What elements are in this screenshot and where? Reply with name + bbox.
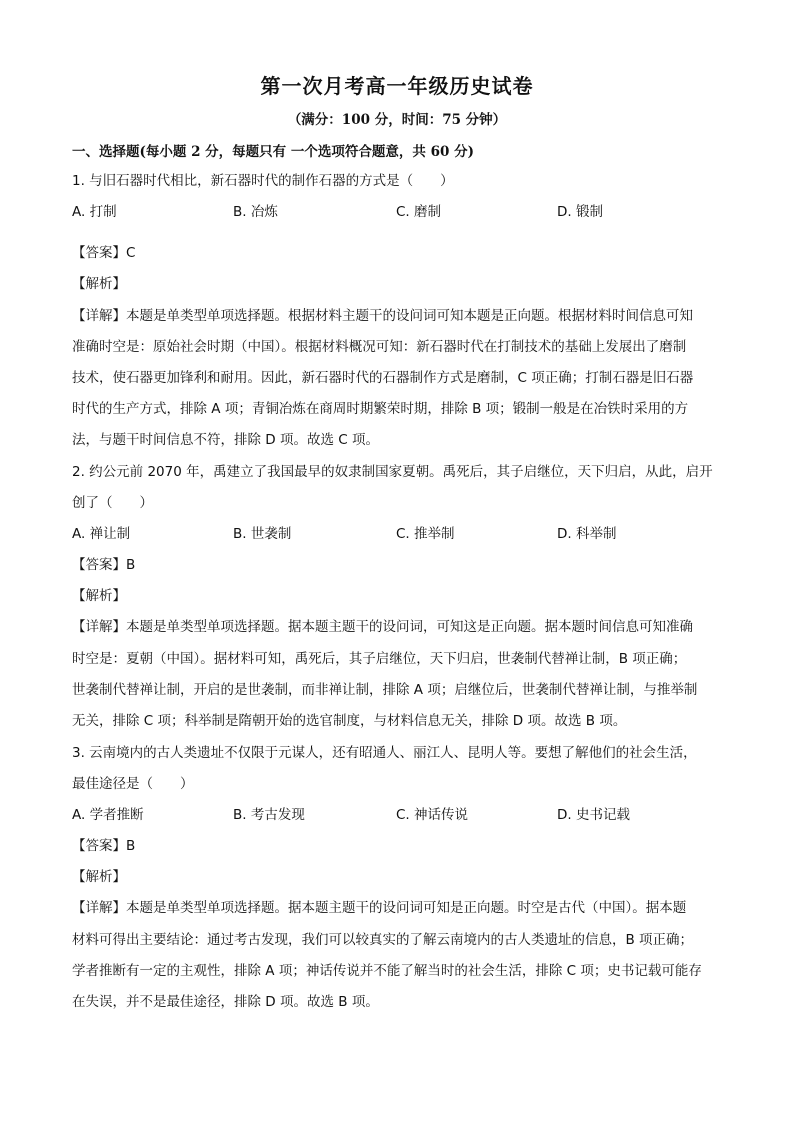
option-d: D. 锻制: [557, 204, 603, 220]
detail-line: 【详解】本题是单类型单项选择题。据本题主题干的设问词，可知这是正向题。据本题时间信息可知准确: [72, 619, 693, 635]
detail-line: 在失误，并不是最佳途径，排除 D 项。故选 B 项。: [72, 994, 379, 1010]
question-stem: 创了（ ）: [72, 495, 153, 511]
analysis-label: 【解析】: [72, 276, 126, 292]
question-stem: 3. 云南境内的古人类遗址不仅限于元谋人，还有昭通人、丽江人、昆明人等。要想了解他们的社会生活，: [72, 745, 697, 761]
detail-line: 【详解】本题是单类型单项选择题。根据材料主题干的设问词可知本题是正向题。根据材料时间信息可知: [72, 308, 693, 324]
page-subtitle: （满分：100 分，时间：75 分钟）: [287, 112, 507, 128]
detail-line: 时空是：夏朝（中国）。据材料可知，禹死后，其子启继位，天下归启，世袭制代替禅让制，B 项正确；: [72, 651, 687, 667]
option-b: B. 世袭制: [233, 526, 292, 542]
option-c: C. 磨制: [396, 204, 442, 220]
option-a: A. 禅让制: [72, 526, 131, 542]
option-b: B. 考古发现: [233, 807, 305, 823]
detail-line: 世袭制代替禅让制，开启的是世袭制，而非禅让制，排除 A 项；启继位后，世袭制代替禅让制，与推举制: [72, 682, 698, 698]
question-stem: 最佳途径是（ ）: [72, 776, 194, 792]
option-d: D. 史书记载: [557, 807, 630, 823]
analysis-label: 【解析】: [72, 869, 126, 885]
answer-line: 【答案】C: [72, 245, 136, 261]
page-title: 第一次月考高一年级历史试卷: [260, 74, 534, 98]
question-stem: 1. 与旧石器时代相比，新石器时代的制作石器的方式是（ ）: [72, 173, 454, 189]
detail-line: 时代的生产方式，排除 A 项；青铜冶炼在商周时期繁荣时期，排除 B 项；锻制一般是在冶铁时采用的方: [72, 401, 689, 417]
detail-line: 学者推断有一定的主观性，排除 A 项；神话传说并不能了解当时的社会生活，排除 C 项；史书记载可能存: [72, 963, 702, 979]
detail-line: 无关，排除 C 项；科举制是隋朝开始的选官制度，与材料信息无关，排除 D 项。故选 B 项。: [72, 713, 627, 729]
option-a: A. 打制: [72, 204, 117, 220]
detail-line: 法，与题干时间信息不符，排除 D 项。故选 C 项。: [72, 432, 379, 448]
answer-line: 【答案】B: [72, 838, 136, 854]
answer-line: 【答案】B: [72, 557, 136, 573]
option-a: A. 学者推断: [72, 807, 144, 823]
option-c: C. 推举制: [396, 526, 455, 542]
option-c: C. 神话传说: [396, 807, 469, 823]
option-d: D. 科举制: [557, 526, 617, 542]
analysis-label: 【解析】: [72, 588, 126, 604]
detail-line: 材料可得出主要结论：通过考古发现，我们可以较真实的了解云南境内的古人类遗址的信息，B 项正确；: [72, 932, 694, 948]
detail-line: 【详解】本题是单类型单项选择题。据本题主题干的设问词可知是正向题。时空是古代（中国）。据本题: [72, 900, 687, 916]
section-heading: 一、选择题(每小题 2 分，每题只有 一个选项符合题意，共 60 分): [72, 144, 474, 160]
question-stem: 2. 约公元前 2070 年，禹建立了我国最早的奴隶制国家夏朝。禹死后，其子启继位，天下归启，从此，启开: [72, 464, 713, 480]
detail-line: 技术，使石器更加锋利和耐用。因此，新石器时代的石器制作方式是磨制，C 项正确；打制石器是旧石器: [72, 370, 694, 386]
detail-line: 准确时空是：原始社会时期（中国）。根据材料概况可知：新石器时代在打制技术的基础上发展出了磨制: [72, 339, 687, 355]
option-b: B. 冶炼: [233, 204, 278, 220]
